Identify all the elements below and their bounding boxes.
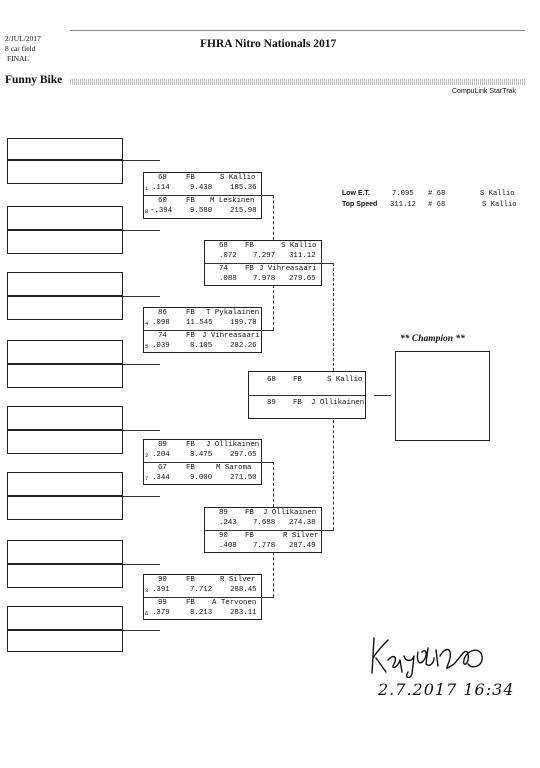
connector — [333, 263, 334, 371]
reaction-time: .204 — [152, 451, 170, 459]
speed: 288.45 — [230, 586, 257, 594]
driver-name: R Silver — [283, 532, 319, 540]
car-number: 74 — [219, 265, 228, 273]
seed: 7 — [145, 475, 149, 482]
top-speed-driver: S Kallio — [482, 201, 517, 209]
entry-box — [7, 406, 123, 430]
driver-name: T Pykalainen — [206, 309, 260, 317]
connector — [273, 195, 274, 240]
speed: 282.26 — [230, 342, 257, 350]
driver-name: M Leskinen — [210, 197, 255, 205]
top-speed-label: Top Speed — [342, 201, 378, 208]
car-number: 68 — [219, 242, 228, 250]
elapsed-time: 8.213 — [190, 609, 213, 617]
car-class: FB — [245, 509, 254, 517]
car-number: 89 — [219, 509, 228, 517]
car-class: FB — [186, 576, 195, 584]
driver-name: R Silver — [220, 576, 256, 584]
connector — [123, 364, 160, 365]
low-et-car: # 68 — [428, 190, 446, 198]
entry-box — [7, 496, 123, 520]
entry-box — [7, 472, 123, 496]
connector — [123, 296, 160, 297]
seed: 4 — [145, 320, 149, 327]
champion-box — [395, 351, 490, 441]
car-class: FB — [245, 265, 254, 273]
elapsed-time: 7.978 — [253, 275, 276, 283]
car-class: FB — [186, 332, 195, 340]
low-et-driver: S Kallio — [480, 190, 515, 198]
reaction-time: .072 — [219, 252, 237, 260]
connector — [262, 597, 274, 598]
driver-name: A Tervonen — [212, 599, 257, 607]
entry-box — [7, 138, 123, 160]
entry-box — [7, 564, 123, 588]
signature — [368, 628, 493, 683]
car-number: 68 — [267, 376, 276, 384]
class-rule — [70, 79, 525, 85]
speed: 279.65 — [289, 275, 316, 283]
car-class: FB — [293, 399, 302, 407]
car-number: 74 — [158, 332, 167, 340]
car-number: 99 — [158, 599, 167, 607]
connector — [273, 462, 274, 507]
top-speed-car: # 68 — [428, 201, 446, 209]
reaction-time: .391 — [152, 586, 170, 594]
seed: 5 — [145, 343, 149, 350]
entry-box — [7, 540, 123, 564]
speed: 271.50 — [230, 474, 257, 482]
driver-name: J Ollikainen — [311, 399, 365, 407]
car-number: 90 — [219, 532, 228, 540]
round-name: FINAL — [7, 54, 30, 63]
driver-name: S Kallio — [220, 174, 256, 182]
entry-box — [7, 230, 123, 254]
connector — [123, 564, 160, 565]
round1-matchup-2 — [143, 307, 262, 353]
entry-box — [7, 296, 123, 320]
speed: 274.38 — [289, 519, 316, 527]
seed: 3 — [145, 587, 149, 594]
driver-name: M Saroma — [216, 464, 252, 472]
seed: 2 — [145, 452, 149, 459]
software-brand: CompuLink StarTrak — [452, 88, 516, 95]
speed: 199.78 — [230, 319, 257, 327]
round1-matchup-3 — [143, 439, 262, 485]
car-class: FB — [293, 376, 302, 384]
speed: 283.11 — [230, 609, 257, 617]
car-number: 86 — [158, 309, 167, 317]
elapsed-time: 7.712 — [190, 586, 213, 594]
connector — [273, 285, 274, 330]
driver-name: J Ollikainen — [263, 509, 317, 517]
elapsed-time: 9.000 — [190, 474, 213, 482]
semifinal-matchup-1 — [204, 240, 322, 286]
event-date: 2/JUL/2017 — [5, 34, 41, 43]
car-class: FB — [245, 242, 254, 250]
entry-box — [7, 272, 123, 296]
elapsed-time: 8.105 — [190, 342, 213, 350]
connector — [333, 420, 334, 530]
reaction-time: .379 — [152, 609, 170, 617]
connector — [123, 230, 160, 231]
car-class: FB — [186, 309, 195, 317]
top-rule — [70, 30, 525, 31]
reaction-time: .039 — [152, 342, 170, 350]
low-et-value: 7.095 — [392, 190, 414, 198]
speed: 287.49 — [289, 542, 316, 550]
entry-box — [7, 206, 123, 230]
car-class: FB — [186, 197, 195, 205]
final-matchup — [248, 371, 366, 419]
speed: 185.36 — [230, 184, 257, 192]
reaction-time: .344 — [152, 474, 170, 482]
car-class: FB — [245, 532, 254, 540]
seed: 1 — [145, 185, 149, 192]
low-et-label: Low E.T. — [342, 190, 370, 197]
elapsed-time: 9.580 — [190, 207, 213, 215]
field-size: 8 car field — [5, 44, 36, 53]
entry-box — [7, 630, 123, 652]
entry-box — [7, 160, 123, 184]
round1-matchup-1 — [143, 172, 262, 219]
driver-name: S Kallio — [281, 242, 317, 250]
reaction-time: -.394 — [150, 207, 173, 215]
entry-box — [7, 430, 123, 454]
signature-datetime: 2.7.2017 16:34 — [378, 680, 515, 699]
reaction-time: .088 — [219, 275, 237, 283]
top-speed-value: 311.12 — [390, 201, 416, 209]
speed: 311.12 — [289, 252, 316, 260]
car-class: FB — [186, 599, 195, 607]
elapsed-time: 7.778 — [253, 542, 276, 550]
reaction-time: .408 — [219, 542, 237, 550]
round1-matchup-4 — [143, 574, 262, 620]
car-number: 60 — [158, 197, 167, 205]
entry-box — [7, 606, 123, 630]
elapsed-time: 7.297 — [253, 252, 276, 260]
elapsed-time: 9.438 — [190, 184, 213, 192]
connector — [273, 552, 274, 597]
connector — [123, 430, 160, 431]
reaction-time: .098 — [152, 319, 170, 327]
car-number: 90 — [158, 576, 167, 584]
semifinal-matchup-2 — [204, 507, 322, 553]
car-number: 67 — [158, 464, 167, 472]
speed: 215.98 — [230, 207, 257, 215]
connector — [123, 160, 160, 161]
event-title: FHRA Nitro Nationals 2017 — [200, 38, 337, 50]
elapsed-time: 7.688 — [253, 519, 276, 527]
reaction-time: .114 — [152, 184, 170, 192]
elapsed-time: 11.545 — [186, 319, 213, 327]
class-title: Funny Bike — [5, 74, 63, 86]
elapsed-time: 8.475 — [190, 451, 213, 459]
champion-label: ** Champion ** — [400, 334, 465, 344]
car-number: 89 — [158, 441, 167, 449]
connector — [123, 496, 160, 497]
car-class: FB — [186, 441, 195, 449]
seed: 8 — [145, 208, 149, 215]
driver-name: J Vihreasaari — [202, 332, 260, 340]
seed: 6 — [145, 610, 149, 617]
driver-name: J Vihreasaari — [259, 265, 317, 273]
driver-name: J Ollikainen — [206, 441, 260, 449]
car-class: FB — [186, 464, 195, 472]
reaction-time: .243 — [219, 519, 237, 527]
speed: 297.65 — [230, 451, 257, 459]
entry-box — [7, 340, 123, 364]
connector — [374, 395, 391, 396]
car-class: FB — [186, 174, 195, 182]
connector — [322, 530, 334, 531]
driver-name: S Kallio — [327, 376, 363, 384]
entry-box — [7, 364, 123, 388]
car-number: 89 — [267, 399, 276, 407]
connector — [262, 330, 274, 331]
connector — [123, 630, 160, 631]
car-number: 68 — [158, 174, 167, 182]
